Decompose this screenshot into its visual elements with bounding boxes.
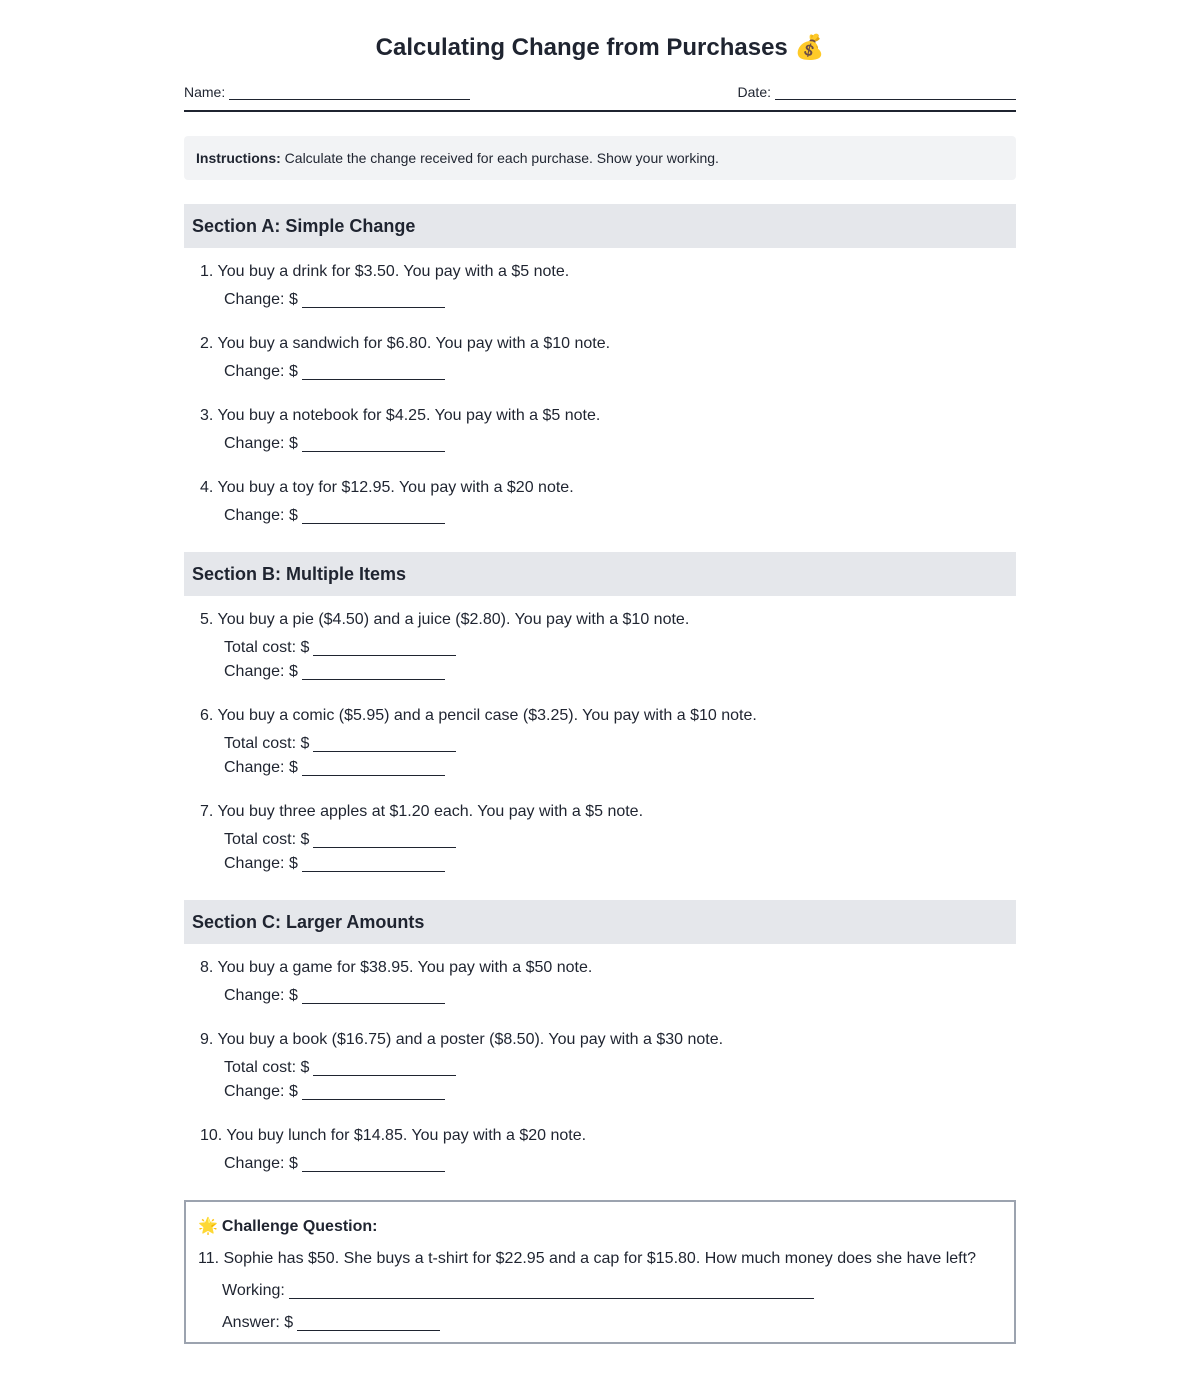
change-row — [224, 504, 1016, 528]
section-header-b: Section B: Multiple Items — [184, 552, 1016, 596]
challenge-title — [198, 1215, 1002, 1239]
change-row — [224, 360, 1016, 384]
question-text: 8. You buy a game for $38.95. You pay with a $50 note. — [200, 959, 593, 976]
change-label: Change: $ — [224, 855, 298, 872]
change-blank[interactable] — [302, 361, 445, 380]
question-text: 3. You buy a notebook for $4.25. You pay with a $5 note. — [200, 407, 601, 424]
name-label: Name: — [184, 84, 226, 100]
question-text: 5. You buy a pie ($4.50) and a juice ($2.80). You pay with a $10 note. — [200, 611, 690, 628]
question-10 — [200, 1124, 1016, 1176]
working-label: Working: — [222, 1282, 285, 1299]
change-label: Change: $ — [224, 291, 298, 308]
change-blank[interactable] — [302, 505, 445, 524]
question-text: 6. You buy a comic ($5.95) and a pencil case ($3.25). You pay with a $10 note. — [200, 707, 757, 724]
change-row — [224, 756, 1016, 780]
date-label: Date: — [737, 84, 771, 100]
total-cost-blank[interactable] — [313, 637, 456, 656]
total-cost-row — [224, 636, 1016, 660]
instructions-box — [184, 136, 1016, 180]
change-label: Change: $ — [224, 1083, 298, 1100]
worksheet-page — [184, 0, 1016, 1344]
change-row — [224, 660, 1016, 684]
total-cost-row — [224, 732, 1016, 756]
date-blank[interactable] — [775, 84, 1016, 100]
change-row — [224, 432, 1016, 456]
section-header-a: Section A: Simple Change — [184, 204, 1016, 248]
money-bag-icon: 💰 — [794, 34, 825, 61]
change-blank[interactable] — [302, 1081, 445, 1100]
question-4 — [200, 476, 1016, 528]
working-row — [222, 1279, 1002, 1303]
total-cost-label: Total cost: $ — [224, 1059, 310, 1076]
total-cost-label: Total cost: $ — [224, 735, 310, 752]
change-label: Change: $ — [224, 663, 298, 680]
challenge-question: 11. Sophie has $50. She buys a t-shirt for $22.95 and a cap for $15.80. How much money does she have left? — [198, 1250, 976, 1267]
answer-row — [222, 1311, 1002, 1335]
question-text: 9. You buy a book ($16.75) and a poster ($8.50). You pay with a $30 note. — [200, 1031, 724, 1048]
change-label: Change: $ — [224, 1155, 298, 1172]
name-blank[interactable] — [229, 84, 470, 100]
question-7 — [200, 800, 1016, 876]
change-blank[interactable] — [302, 985, 445, 1004]
answer-blank[interactable] — [297, 1312, 440, 1331]
challenge-title-text: Challenge Question: — [221, 1218, 378, 1235]
total-cost-row — [224, 1056, 1016, 1080]
working-blank[interactable] — [289, 1280, 814, 1299]
change-blank[interactable] — [302, 433, 445, 452]
change-row — [224, 1080, 1016, 1104]
change-row — [224, 288, 1016, 312]
total-cost-row — [224, 828, 1016, 852]
question-text: 10. You buy lunch for $14.85. You pay with a $20 note. — [200, 1127, 587, 1144]
total-cost-blank[interactable] — [313, 733, 456, 752]
instructions-label: Instructions: — [196, 150, 281, 166]
change-label: Change: $ — [224, 363, 298, 380]
change-blank[interactable] — [302, 289, 445, 308]
date-field — [738, 80, 1016, 110]
question-8 — [200, 956, 1016, 1008]
question-text: 7. You buy three apples at $1.20 each. You pay with a $5 note. — [200, 803, 644, 820]
change-label: Change: $ — [224, 435, 298, 452]
challenge-box — [184, 1200, 1016, 1344]
answer-label: Answer: $ — [222, 1314, 294, 1331]
page-title — [184, 30, 1016, 66]
question-9 — [200, 1028, 1016, 1104]
question-text: 1. You buy a drink for $3.50. You pay with a $5 note. — [200, 263, 570, 280]
question-2 — [200, 332, 1016, 384]
star-icon: 🌟 — [198, 1218, 218, 1235]
question-1 — [200, 260, 1016, 312]
total-cost-blank[interactable] — [313, 1057, 456, 1076]
name-field — [184, 80, 470, 110]
change-blank[interactable] — [302, 1153, 445, 1172]
question-5 — [200, 608, 1016, 684]
name-date-row — [184, 80, 1016, 112]
change-label: Change: $ — [224, 987, 298, 1004]
change-label: Change: $ — [224, 759, 298, 776]
change-blank[interactable] — [302, 757, 445, 776]
change-blank[interactable] — [302, 661, 445, 680]
question-6 — [200, 704, 1016, 780]
question-3 — [200, 404, 1016, 456]
change-row — [224, 984, 1016, 1008]
instructions-text: Calculate the change received for each purchase. Show your working. — [284, 150, 719, 166]
change-row — [224, 1152, 1016, 1176]
change-blank[interactable] — [302, 853, 445, 872]
total-cost-label: Total cost: $ — [224, 831, 310, 848]
question-text: 2. You buy a sandwich for $6.80. You pay with a $10 note. — [200, 335, 611, 352]
title-text: Calculating Change from Purchases — [375, 34, 788, 61]
total-cost-blank[interactable] — [313, 829, 456, 848]
total-cost-label: Total cost: $ — [224, 639, 310, 656]
change-row — [224, 852, 1016, 876]
question-text: 4. You buy a toy for $12.95. You pay with a $20 note. — [200, 479, 574, 496]
section-header-c: Section C: Larger Amounts — [184, 900, 1016, 944]
change-label: Change: $ — [224, 507, 298, 524]
